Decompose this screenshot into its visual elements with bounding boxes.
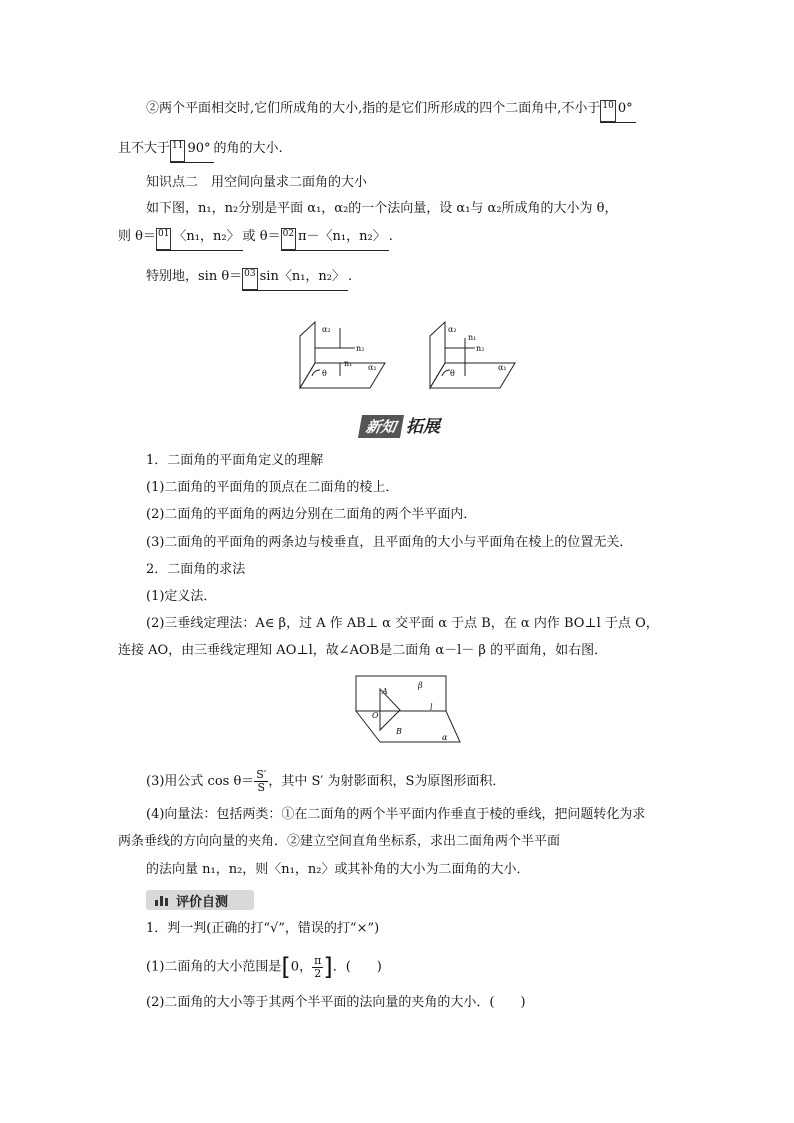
text: 特别地，sin θ＝	[146, 269, 243, 284]
self-test-label: 评价自测	[176, 895, 229, 910]
diagram-left	[300, 322, 385, 388]
label-beta: β	[418, 681, 423, 690]
kp2-line1: 如下图，n₁，n₂分别是平面 α₁，α₂的一个法向量，设 α₁与 α₂所成角的大小为 θ，	[146, 201, 618, 216]
label-n1: n₁	[468, 333, 477, 342]
bar-chart-icon	[154, 894, 170, 906]
ext-method-4b: 两条垂线的方向向量的夹角．②建立空间直角坐标系，求出二面角两个半平面	[118, 834, 561, 849]
label-theta: θ	[450, 369, 455, 378]
kp2-line2	[118, 228, 393, 251]
fraction-numerator: π	[314, 953, 322, 967]
para-text: 的角的大小.	[213, 141, 283, 156]
answer-blank-10	[600, 100, 635, 123]
ext-heading-2: 2．二面角的求法	[146, 562, 246, 577]
blank-answer: 0°	[617, 101, 633, 116]
text: 或 θ＝	[242, 229, 281, 244]
answer-blank-03	[242, 268, 348, 291]
left-bracket: [	[281, 953, 291, 981]
label-n2: n₂	[476, 344, 485, 353]
blank-number: 01	[156, 228, 171, 250]
blank-number: 11	[170, 140, 185, 162]
blank-number: 02	[281, 228, 296, 250]
ext-method-2b: 连接 AO，由三垂线定理知 AO⊥l，故∠AOB是二面角 α－l－ β 的平面角，如右图．	[118, 643, 608, 658]
kp2-line3	[146, 268, 352, 291]
label-alpha2: α₂	[448, 325, 457, 334]
para-text: ②两个平面相交时,它们所成角的大小,指的是它们所形成的四个二面角中,不小于	[146, 101, 601, 116]
dihedral-vector-figure	[290, 318, 540, 390]
banner-left: 新知	[358, 415, 404, 438]
label-O: O	[372, 711, 379, 720]
blank-number: 10	[600, 100, 615, 122]
text: ，其中 S′ 为射影面积，S为原图形面积．	[268, 774, 506, 789]
answer-blank-01	[156, 228, 243, 251]
para-text: 且不大于	[118, 141, 171, 156]
label-n2: n₂	[356, 344, 365, 353]
self-test-tag	[146, 890, 254, 910]
three-perpendicular-figure	[352, 672, 462, 744]
answer-blank-02	[281, 228, 389, 251]
fraction-denominator: 2	[314, 966, 322, 980]
answer-blank-11	[170, 140, 214, 163]
label-A: A	[382, 687, 388, 696]
text: .	[388, 229, 393, 244]
text: (3)用公式 cos θ＝	[146, 774, 255, 789]
fraction	[312, 955, 323, 980]
ext-heading-1: 1．二面角的平面角定义的理解	[146, 453, 324, 468]
fraction	[254, 769, 268, 794]
label-l: l	[430, 703, 433, 712]
ext-method-2a: (2)三垂线定理法：A∈ β，过 A 作 AB⊥ α 交平面 α 于点 B，在 α 内作 BO⊥l 于点 O，	[146, 616, 659, 631]
q1-item-1	[146, 952, 382, 983]
label-alpha1: α₁	[498, 363, 507, 372]
para-two-planes	[146, 100, 636, 123]
q1-heading: 1．判一判(正确的打“√”，错误的打“×”)	[146, 921, 380, 936]
text: 则 θ＝	[118, 229, 156, 244]
ext-method-4a: (4)向量法：包括两类：①在二面角的两个半平面内作垂直于棱的垂线，把问题转化为求	[146, 807, 646, 822]
blank-answer: π－〈n₁，n₂〉	[298, 229, 386, 244]
q1-item-2: (2)二面角的大小等于其两个半平面的法向量的夹角的大小．( )	[146, 995, 526, 1010]
range-low: 0，	[290, 959, 313, 975]
blank-answer: 〈n₁，n₂〉	[173, 229, 240, 244]
section-banner	[360, 412, 440, 438]
text: ．( )	[332, 959, 382, 975]
ext-method-1: (1)定义法．	[146, 589, 217, 604]
label-B: B	[396, 727, 402, 736]
ext-item-3: (3)二面角的平面角的两条边与棱垂直，且平面角的大小与平面角在棱上的位置无关．	[146, 535, 633, 550]
label-alpha2: α₂	[322, 325, 331, 334]
ext-method-4c: 的法向量 n₁，n₂，则〈n₁，n₂〉或其补角的大小为二面角的大小．	[146, 862, 530, 877]
label-alpha: α	[442, 733, 448, 742]
label-theta: θ	[322, 369, 327, 378]
label-alpha1: α₁	[368, 363, 377, 372]
blank-answer: sin〈n₁，n₂〉	[259, 269, 345, 284]
ext-method-3	[146, 767, 505, 797]
label-n1: n₁	[344, 359, 353, 368]
diagram-right	[430, 322, 515, 388]
fraction-denominator: S	[257, 781, 266, 794]
right-bracket: ]	[323, 953, 333, 981]
fraction-numerator: S′	[256, 768, 267, 781]
section-heading: 知识点二 用空间向量求二面角的大小	[146, 175, 368, 190]
blank-answer: 90°	[187, 141, 211, 156]
para-two-planes-cont	[118, 140, 283, 163]
ext-item-2: (2)二面角的平面角的两边分别在二面角的两个半平面内．	[146, 507, 477, 522]
banner-right: 拓展	[406, 417, 441, 437]
blank-number: 03	[242, 268, 257, 290]
text: .	[348, 269, 353, 284]
text: (1)二面角的大小范围是	[146, 959, 282, 975]
ext-item-1: (1)二面角的平面角的顶点在二面角的棱上．	[146, 480, 399, 495]
